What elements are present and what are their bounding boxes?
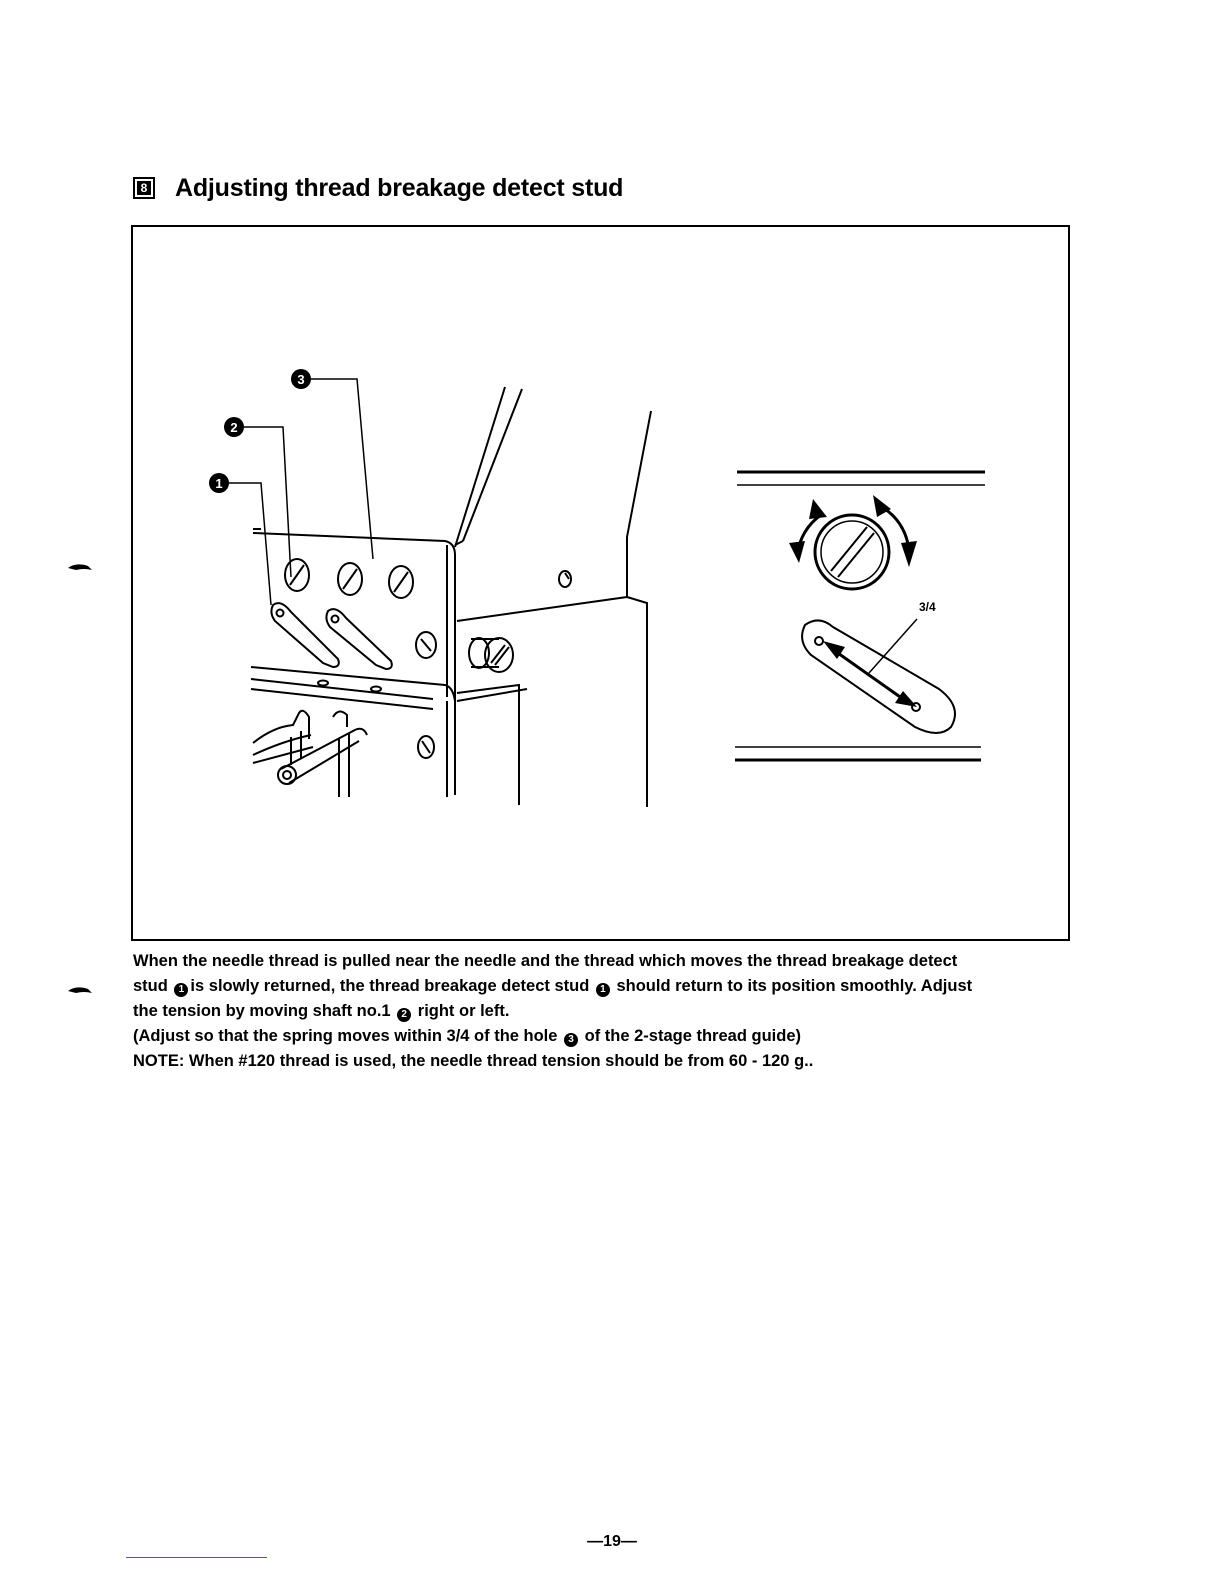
detail-fraction-label: 3/4	[919, 600, 936, 614]
detail-view	[735, 472, 985, 760]
instruction-line-4	[133, 1024, 1073, 1049]
page-number: —19—	[587, 1533, 637, 1550]
ref-badge-1: 1	[174, 983, 188, 997]
text-segment: (Adjust so that the spring moves within 3/4 of the hole	[133, 1027, 563, 1045]
guide-screws	[285, 559, 413, 598]
page-title: Adjusting thread breakage detect stud	[175, 173, 624, 202]
section-number: 8	[137, 181, 151, 195]
instructions	[133, 949, 1073, 1074]
footer-rule	[126, 1557, 267, 1558]
callout-2	[224, 417, 291, 577]
thread-guide-plate	[251, 529, 455, 709]
margin-mark-icon	[66, 560, 106, 580]
text-segment: stud	[133, 977, 173, 995]
margin-mark-icon	[66, 983, 106, 1003]
tension-arms	[253, 711, 367, 797]
callout-3	[291, 369, 373, 559]
ref-badge-1b: 1	[596, 983, 610, 997]
callout-1-label: 1	[215, 476, 223, 491]
callout-3-label: 3	[297, 372, 305, 387]
text-segment: the tension by moving shaft no.1	[133, 1002, 396, 1020]
text-segment: of the 2-stage thread guide)	[580, 1027, 801, 1045]
instruction-line-2	[133, 974, 1073, 999]
ref-badge-2: 2	[397, 1008, 411, 1022]
text-segment: is slowly returned, the thread breakage detect stud	[190, 977, 594, 995]
figure-frame	[131, 225, 1070, 941]
instruction-line-3	[133, 999, 1073, 1024]
thread-guide-illustration	[133, 227, 1068, 939]
machine-frame	[447, 387, 651, 807]
text-segment: should return to its position smoothly. Adjust	[611, 977, 973, 995]
note-line: NOTE: When #120 thread is used, the needle thread tension should be from 60 - 120 g..	[133, 1052, 814, 1070]
callout-1	[209, 473, 271, 605]
section-heading	[133, 168, 623, 208]
shaft-screw	[469, 638, 513, 672]
section-number-badge	[133, 177, 155, 199]
callout-2-label: 2	[230, 420, 238, 435]
small-screws	[416, 571, 571, 758]
ref-badge-3: 3	[564, 1033, 578, 1047]
instruction-line-1: When the needle thread is pulled near the needle and the thread which moves the thread breakage detect	[133, 952, 958, 970]
curved-thread-slots	[271, 603, 391, 669]
text-segment: right or left.	[413, 1002, 510, 1020]
